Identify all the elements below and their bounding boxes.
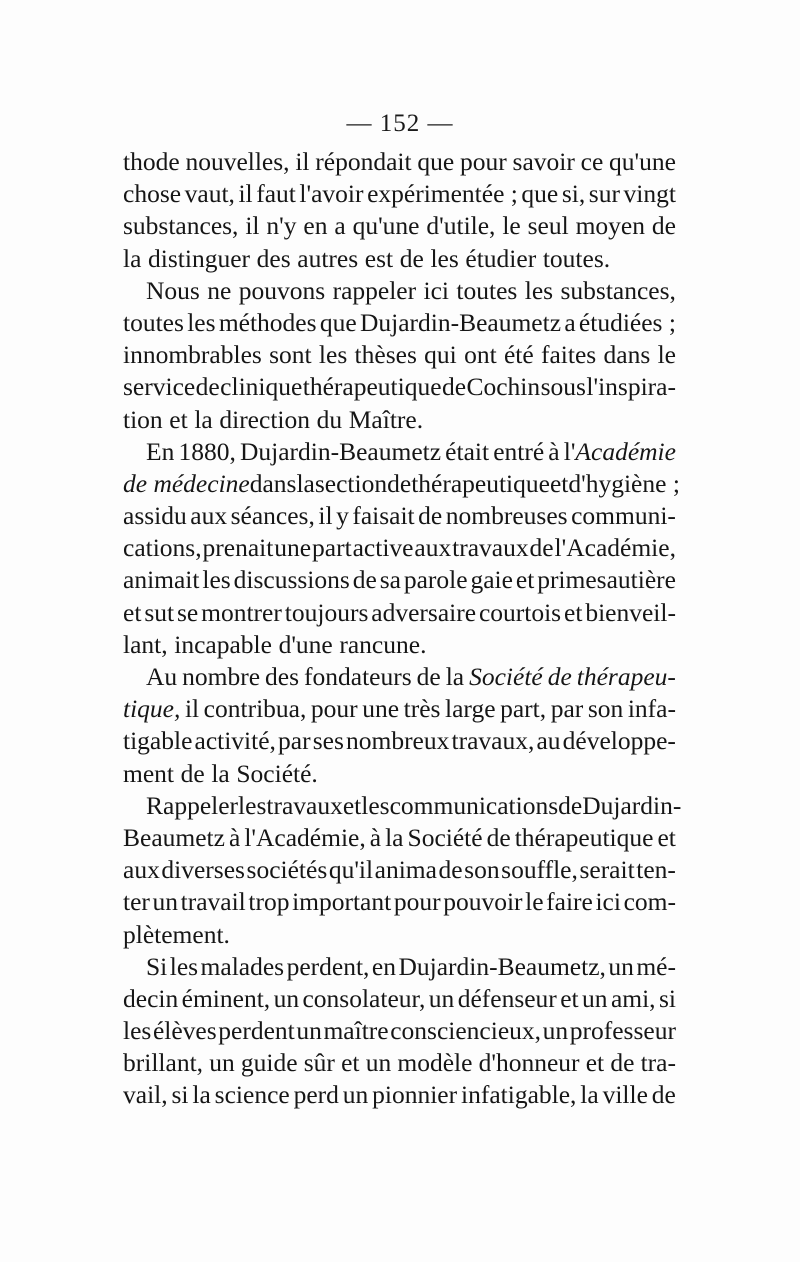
word: séances, (230, 501, 315, 531)
word: le (657, 340, 676, 370)
word: que (521, 179, 559, 209)
word: aux (123, 855, 160, 885)
word: ici (423, 275, 450, 305)
word: Société (407, 822, 483, 852)
word: active (352, 533, 414, 563)
word: ment (123, 758, 174, 788)
word: communi- (571, 501, 676, 531)
word: l'Académie, (554, 533, 676, 563)
word: et (169, 404, 188, 434)
text-line (123, 629, 676, 661)
word: de (486, 822, 511, 852)
word: anima (374, 855, 437, 885)
word: n'y (266, 211, 297, 241)
word: Cochin (466, 372, 541, 402)
word: dans (603, 340, 651, 370)
word: de (651, 211, 676, 241)
word: des (256, 243, 291, 273)
word: travaux (452, 533, 529, 563)
word: qu'il (328, 855, 374, 885)
word: nouvelles, (185, 147, 290, 176)
word: que (319, 307, 357, 337)
text-line (123, 532, 676, 564)
text-line (123, 886, 676, 918)
word: savoir (512, 147, 575, 176)
word: nombre (182, 662, 261, 691)
word: communications (389, 790, 559, 820)
word: thérapeutique (514, 822, 654, 852)
word: la (385, 822, 404, 852)
word: Au (146, 662, 178, 691)
text-line (123, 597, 676, 629)
word: répondait (315, 147, 412, 176)
word: travail (180, 887, 246, 917)
word: com- (623, 887, 676, 917)
word: ville (602, 1080, 648, 1110)
word: adversaire (371, 597, 477, 627)
word: bienveil- (585, 597, 676, 627)
word: il (295, 147, 310, 176)
word: clinique (220, 372, 303, 402)
word: mé- (636, 951, 676, 981)
word: son (464, 855, 500, 885)
text-line (123, 951, 676, 983)
word: sûr (303, 1048, 335, 1078)
word: de (610, 1048, 635, 1078)
word: d'hygiène ; (568, 468, 680, 498)
word: la (194, 404, 213, 434)
word: tra- (640, 1048, 676, 1078)
word: un (273, 983, 300, 1013)
word: et (560, 983, 579, 1013)
word: si, (561, 179, 586, 209)
word: dans (249, 468, 297, 498)
word: la (296, 468, 315, 498)
word: nombreux (345, 726, 450, 756)
word: substances, (123, 211, 239, 241)
word: thérapeu- (576, 662, 676, 691)
word: et (657, 822, 676, 852)
word: a (334, 211, 346, 241)
word: ici (595, 887, 621, 917)
word: et (341, 1048, 360, 1078)
word: un (582, 983, 608, 1013)
text-line (123, 178, 676, 210)
word: incapable (174, 629, 272, 659)
word: lant, (123, 629, 168, 659)
word: étudier (465, 243, 537, 273)
word: thèses (354, 340, 417, 370)
word: Nous (146, 275, 200, 305)
word: contribua, (203, 694, 307, 724)
word: l'inspira- (586, 372, 676, 402)
word: le (525, 887, 544, 917)
word: toutes. (542, 243, 611, 273)
word: tique, (123, 694, 181, 724)
text-line (123, 564, 676, 596)
word: pour (459, 147, 507, 176)
word: d'utile, (426, 211, 496, 241)
word: nombreuses (445, 501, 568, 531)
word: il (245, 211, 260, 241)
word: souffle, (501, 855, 578, 885)
word: thode (123, 147, 180, 176)
word: entré (493, 436, 545, 466)
word: primesautière (537, 565, 676, 595)
word: un (296, 1016, 322, 1046)
word: aux (190, 501, 228, 531)
word: d'une (278, 629, 333, 659)
word: il (238, 179, 253, 209)
word: important (292, 887, 392, 917)
word: un (152, 887, 179, 917)
word: de (387, 468, 412, 498)
word: un (365, 1048, 392, 1078)
word: si (658, 983, 676, 1013)
word: de (399, 243, 424, 273)
word: toutes (123, 307, 184, 337)
word: sous (540, 372, 586, 402)
text-line (123, 1047, 676, 1079)
word: ce (580, 147, 604, 176)
word: les (430, 243, 459, 273)
word: professeur (569, 1016, 676, 1046)
text-line (123, 243, 676, 275)
word: ter (123, 887, 150, 917)
word: parole (403, 565, 468, 595)
word: les (238, 790, 267, 820)
word: toujours (284, 597, 369, 627)
word: section (314, 468, 388, 498)
word: un (428, 983, 455, 1013)
word: un (542, 1016, 569, 1046)
word: de (418, 501, 443, 531)
word: été (503, 340, 534, 370)
word: seul (527, 211, 569, 241)
body-text (123, 146, 682, 1112)
word: Rappeler (146, 790, 239, 820)
word: la (580, 1080, 599, 1110)
word: ont (464, 340, 497, 370)
word: assidu (123, 501, 187, 531)
word: expérimentée ; (367, 179, 518, 209)
word: était (445, 436, 490, 466)
word: faites (540, 340, 597, 370)
word: vail, (123, 1080, 168, 1110)
word: guide (240, 1048, 298, 1078)
word: infatigable, (461, 1080, 577, 1110)
word: part, (500, 694, 547, 724)
word: pouvoir (443, 887, 523, 917)
word: brillant, (123, 1048, 204, 1078)
word: l'avoir (299, 179, 364, 209)
word: les (202, 565, 231, 595)
text-line (123, 500, 676, 532)
word: de (416, 662, 441, 691)
word: développe- (562, 726, 676, 756)
text-line (123, 210, 676, 242)
text-line (123, 758, 676, 790)
word: consolateur, (302, 983, 426, 1013)
word: maître (323, 1016, 389, 1046)
word: ses (312, 726, 344, 756)
word: et (515, 565, 535, 595)
page-number: — 152 — (346, 110, 454, 137)
word: qui (424, 340, 457, 370)
word: pouvons (238, 275, 326, 305)
word: moyen (575, 211, 645, 241)
word: modèle (397, 1048, 473, 1078)
word: Dujardin- (582, 790, 682, 820)
word: perd (293, 1080, 339, 1110)
word: à (369, 822, 382, 852)
word: se (176, 597, 199, 627)
word-group (564, 436, 676, 468)
word: distinguer (148, 243, 251, 273)
word: vingt (623, 179, 676, 209)
word: de (547, 662, 572, 691)
word: diverses (161, 855, 245, 885)
word: travaux, (451, 726, 535, 756)
word: Société. (236, 758, 318, 788)
text-line (123, 307, 676, 339)
word: les (123, 1016, 152, 1046)
word: trop (248, 887, 290, 917)
word: si (171, 1080, 189, 1110)
word: de (180, 758, 205, 788)
word: que (417, 147, 455, 176)
word: en (303, 211, 328, 241)
word: les (361, 790, 390, 820)
word: infa- (627, 694, 676, 724)
word: Société (469, 662, 543, 691)
word: pionnier (372, 1080, 458, 1110)
word: Dujardin-Beaumetz, (398, 951, 606, 981)
word: fondateurs (304, 662, 412, 691)
word: qu'une (352, 211, 420, 241)
text-line (123, 1079, 676, 1111)
word: la (123, 243, 142, 273)
word: l' (563, 436, 576, 466)
word: une (274, 533, 312, 563)
word: thérapeutique (302, 372, 442, 402)
word: un (209, 1048, 235, 1078)
word: plètement. (123, 919, 230, 949)
word: part (312, 533, 352, 563)
word: sut (144, 597, 175, 627)
word: consciencieux, (390, 1016, 542, 1046)
word: pour (310, 694, 358, 724)
word: malades (200, 951, 285, 981)
word: serait (579, 855, 635, 885)
word: son (587, 694, 624, 724)
word: Beaumetz (123, 822, 225, 852)
word: Dujardin-Beaumetz (359, 307, 562, 337)
text-line (123, 339, 676, 371)
word: élèves (152, 1016, 217, 1046)
word: autres (297, 243, 359, 273)
word: une (362, 694, 400, 724)
word: du (316, 404, 343, 434)
text-line (123, 146, 676, 178)
word: les (318, 340, 348, 370)
word: y (336, 501, 349, 531)
word: 1880, (178, 436, 236, 466)
word: les (187, 307, 216, 337)
word: il (318, 501, 333, 531)
word: chose (123, 179, 182, 209)
word: méthodes (218, 307, 317, 337)
word: défenseur (457, 983, 557, 1013)
word: perdent, (286, 951, 370, 981)
word: d'honneur (478, 1048, 580, 1078)
word: la (445, 662, 465, 691)
word: ten- (636, 855, 676, 885)
word: Académie (575, 436, 676, 466)
word: la (192, 1080, 211, 1110)
word: par (550, 694, 584, 724)
word: un (342, 1080, 369, 1110)
word: l'Académie, (244, 822, 366, 852)
word: aux (414, 533, 452, 563)
word: sa (379, 565, 401, 595)
text-line (123, 436, 676, 468)
text-line (123, 275, 676, 307)
text-line (123, 983, 676, 1015)
word: substances, (560, 275, 676, 305)
word: activité, (194, 726, 276, 756)
word: sont (269, 340, 312, 370)
word: ami, (610, 983, 656, 1013)
word: science (214, 1080, 290, 1110)
word: tion (123, 404, 163, 434)
word: au (536, 726, 561, 756)
word: decin (123, 983, 179, 1013)
word: a (564, 307, 576, 337)
word: à (228, 822, 241, 852)
word: qu'une (609, 147, 676, 176)
word: prenait (202, 533, 274, 563)
word: courtois (478, 597, 562, 627)
text-line (123, 919, 676, 951)
word: perdent (218, 1016, 295, 1046)
word: très (403, 694, 441, 724)
word: discussions (233, 565, 350, 595)
word: et (585, 1048, 605, 1078)
word: le (502, 211, 521, 241)
word: et (564, 597, 583, 627)
word: rancune. (339, 629, 427, 659)
word: large (445, 694, 496, 724)
word: innombrables (123, 340, 262, 370)
word: un (608, 951, 634, 981)
text-line (123, 468, 680, 500)
word: thérapeutique (411, 468, 550, 498)
word: toutes (456, 275, 518, 305)
word: animait (123, 565, 200, 595)
word: faut (256, 179, 296, 209)
text-line (123, 404, 676, 436)
word: les (169, 951, 199, 981)
word: de (529, 533, 554, 563)
word: direction (219, 404, 310, 434)
word: et (123, 597, 142, 627)
word: de (558, 790, 583, 820)
text-line (123, 661, 676, 693)
word: Dujardin-Beaumetz (239, 436, 442, 466)
word: de (352, 565, 377, 595)
text-line (123, 693, 676, 725)
word: les (524, 275, 554, 305)
word: étudiées ; (578, 307, 676, 337)
word: gaie (470, 565, 513, 595)
word: sociétés (246, 855, 328, 885)
word: faisait (352, 501, 415, 531)
word: cations, (123, 533, 202, 563)
text-line (123, 725, 676, 757)
text-line (123, 371, 676, 403)
word: travaux (266, 790, 343, 820)
word: ne (207, 275, 232, 305)
word: est (364, 243, 394, 273)
word: des (265, 662, 300, 691)
word: il (184, 694, 200, 724)
word: Maître. (348, 404, 424, 434)
word: Si (146, 951, 168, 981)
text-line (123, 822, 676, 854)
word: à (548, 436, 560, 466)
word: faire (546, 887, 593, 917)
word: de médecine (123, 468, 250, 498)
word: rappeler (332, 275, 417, 305)
word: en (371, 951, 396, 981)
word: de (651, 1080, 676, 1110)
word: montrer (201, 597, 282, 627)
text-line (123, 790, 682, 822)
word: la (211, 758, 230, 788)
word: sur (588, 179, 620, 209)
word: par (278, 726, 311, 756)
text-line (123, 854, 676, 886)
word: de (441, 372, 467, 402)
word: et (342, 790, 362, 820)
word: pour (393, 887, 441, 917)
word: tigable (123, 726, 193, 756)
word: de (195, 372, 220, 402)
word: vaut, (184, 179, 235, 209)
word: de (438, 855, 463, 885)
text-line (123, 1015, 676, 1047)
word: et (549, 468, 569, 498)
word: éminent, (181, 983, 271, 1013)
word: En (146, 436, 175, 466)
word: service (123, 372, 196, 402)
